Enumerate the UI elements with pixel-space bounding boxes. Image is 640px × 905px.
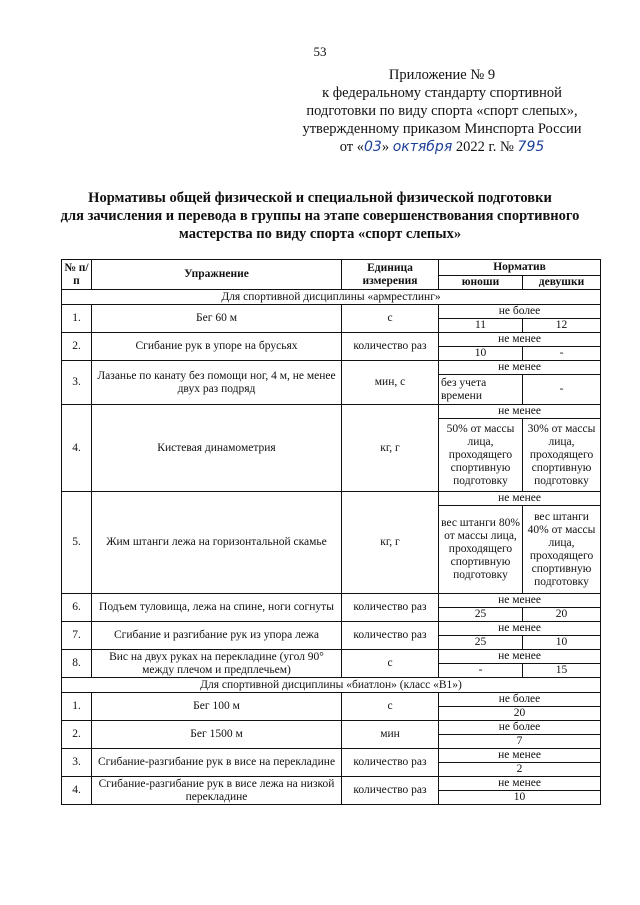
row-boys-value: 25 — [439, 608, 523, 622]
row-unit: мин, с — [342, 361, 439, 405]
row-number: 1. — [62, 693, 92, 721]
row-exercise: Вис на двух руках на перекладине (угол 90° между плечом и предплечьем) — [92, 650, 342, 678]
row-unit: количество раз — [342, 622, 439, 650]
row-girls-value: вес штанги 40% от массы лица, проходящего спортивную подготовку — [523, 506, 601, 594]
row-qualifier: не менее — [439, 749, 601, 763]
row-unit: с — [342, 650, 439, 678]
row-number: 3. — [62, 361, 92, 405]
row-exercise: Сгибание рук в упоре на брусьях — [92, 333, 342, 361]
date-prefix: от « — [339, 139, 364, 155]
row-value: 20 — [439, 707, 601, 721]
row-number: 4. — [62, 405, 92, 492]
header-unit: Единица измерения — [342, 260, 439, 290]
row-number: 1. — [62, 305, 92, 333]
row-number: 5. — [62, 492, 92, 594]
row-value: 2 — [439, 763, 601, 777]
appendix-line: подготовки по виду спорта «спорт слепых», — [306, 103, 578, 119]
row-qualifier: не менее — [439, 594, 601, 608]
norms-table — [61, 259, 601, 805]
row-girls-value: 15 — [523, 664, 601, 678]
row-exercise: Сгибание и разгибание рук из упора лежа — [92, 622, 342, 650]
date-day: 03 — [364, 139, 382, 155]
row-number: 8. — [62, 650, 92, 678]
row-unit: количество раз — [342, 749, 439, 777]
row-girls-value: - — [523, 375, 601, 405]
row-boys-value: 11 — [439, 319, 523, 333]
row-number: 3. — [62, 749, 92, 777]
row-qualifier: не более — [439, 305, 601, 319]
row-exercise: Лазанье по канату без помощи ног, 4 м, не менее двух раз подряд — [92, 361, 342, 405]
title-line: Нормативы общей физической и специальной физической подготовки — [88, 190, 552, 206]
section-armwrestling: Для спортивной дисциплины «армрестлинг» — [62, 290, 601, 305]
row-exercise: Жим штанги лежа на горизонтальной скамье — [92, 492, 342, 594]
row-girls-value: 30% от массы лица, проходящего спортивную подготовку — [523, 419, 601, 492]
row-number: 2. — [62, 721, 92, 749]
header-norm: Норматив — [439, 260, 601, 276]
header-num: № п/п — [62, 260, 92, 290]
row-qualifier: не менее — [439, 361, 601, 375]
date-mid: » — [381, 139, 390, 155]
header-boys: юноши — [439, 276, 523, 290]
row-value: 7 — [439, 735, 601, 749]
row-qualifier: не более — [439, 721, 601, 735]
row-boys-value: вес штанги 80% от массы лица, проходящего спортивную подготовку — [439, 506, 523, 594]
appendix-line: к федеральному стандарту спортивной — [322, 85, 562, 101]
row-qualifier: не менее — [439, 650, 601, 664]
title-line: мастерства по виду спорта «спорт слепых» — [178, 226, 462, 242]
row-boys-value: без учета времени — [439, 375, 523, 405]
row-exercise: Сгибание-разгибание рук в висе лежа на низкой перекладине — [92, 777, 342, 805]
row-number: 7. — [62, 622, 92, 650]
row-exercise: Бег 1500 м — [92, 721, 342, 749]
row-boys-value: - — [439, 664, 523, 678]
order-number: 795 — [517, 139, 545, 155]
row-unit: количество раз — [342, 333, 439, 361]
header-girls: девушки — [523, 276, 601, 290]
row-unit: с — [342, 305, 439, 333]
appendix-line: утвержденному приказом Минспорта России — [302, 121, 582, 137]
row-qualifier: не менее — [439, 333, 601, 347]
appendix-title: Приложение № 9 — [388, 67, 496, 83]
row-unit: количество раз — [342, 777, 439, 805]
row-qualifier: не менее — [439, 622, 601, 636]
document-title — [40, 189, 600, 243]
row-value: 10 — [439, 791, 601, 805]
date-year: 2022 г. № — [455, 139, 514, 155]
date-month: октября — [392, 139, 453, 155]
row-qualifier: не менее — [439, 777, 601, 791]
row-girls-value: 20 — [523, 608, 601, 622]
row-unit: количество раз — [342, 594, 439, 622]
row-qualifier: не более — [439, 693, 601, 707]
header-exercise: Упражнение — [92, 260, 342, 290]
row-qualifier: не менее — [439, 405, 601, 419]
appendix-block — [282, 66, 602, 156]
row-exercise: Кистевая динамометрия — [92, 405, 342, 492]
row-unit: с — [342, 693, 439, 721]
row-number: 2. — [62, 333, 92, 361]
row-boys-value: 50% от массы лица, проходящего спортивную подготовку — [439, 419, 523, 492]
row-qualifier: не менее — [439, 492, 601, 506]
row-girls-value: 12 — [523, 319, 601, 333]
row-number: 4. — [62, 777, 92, 805]
row-girls-value: - — [523, 347, 601, 361]
row-exercise: Подъем туловища, лежа на спине, ноги согнуты — [92, 594, 342, 622]
row-exercise: Бег 100 м — [92, 693, 342, 721]
row-boys-value: 10 — [439, 347, 523, 361]
row-boys-value: 25 — [439, 636, 523, 650]
section-biathlon: Для спортивной дисциплины «биатлон» (класс «B1») — [62, 678, 601, 693]
row-unit: кг, г — [342, 492, 439, 594]
appendix-date-line — [282, 138, 602, 156]
row-unit: мин — [342, 721, 439, 749]
title-line: для зачисления и перевода в группы на этапе совершенствования спортивного — [60, 208, 580, 224]
page-number: 53 — [313, 44, 327, 59]
row-exercise: Сгибание-разгибание рук в висе на перекладине — [92, 749, 342, 777]
row-girls-value: 10 — [523, 636, 601, 650]
row-exercise: Бег 60 м — [92, 305, 342, 333]
row-unit: кг, г — [342, 405, 439, 492]
row-number: 6. — [62, 594, 92, 622]
